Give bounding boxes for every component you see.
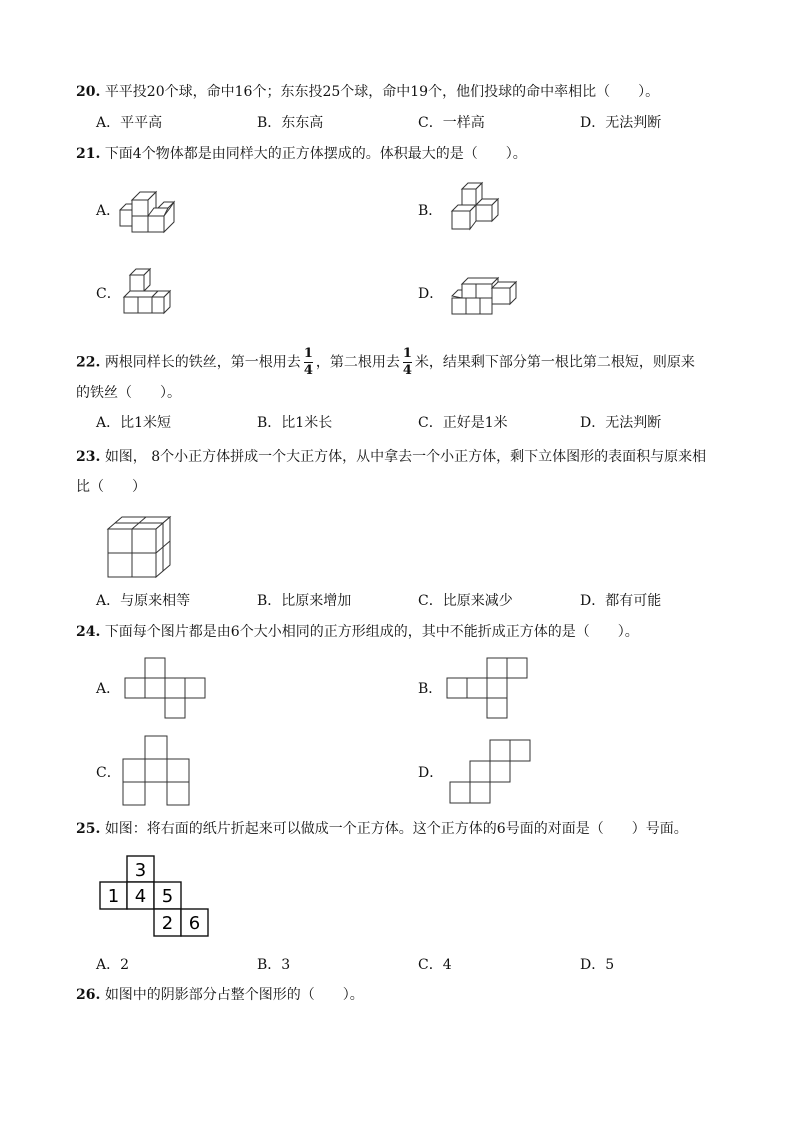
net-face-2: 2 bbox=[161, 913, 174, 934]
option-c: C．4 bbox=[418, 957, 452, 973]
cube-net-c bbox=[122, 735, 192, 807]
option-a: A．比1米短 bbox=[96, 415, 172, 431]
option-d: D． bbox=[418, 765, 444, 781]
option-a: A．与原来相等 bbox=[96, 593, 191, 609]
option-a: A． bbox=[96, 203, 121, 219]
question-22 bbox=[76, 347, 695, 378]
question-text: 下面每个图片都是由6个大小相同的正方形组成的，其中不能折成正方体的是（ ）。 bbox=[104, 624, 639, 640]
option-c: C． bbox=[96, 286, 121, 302]
question-text: 如图：将右面的纸片折起来可以做成一个正方体。这个正方体的6号面的对面是（ ）号面。 bbox=[104, 821, 688, 837]
fraction-denominator: 4 bbox=[402, 363, 412, 378]
question-number: 23. bbox=[76, 449, 101, 465]
option-b: B．东东高 bbox=[257, 115, 324, 131]
option-d: D． bbox=[418, 286, 444, 302]
option-b: B． bbox=[418, 681, 443, 697]
large-cube-figure bbox=[104, 513, 174, 581]
question-25 bbox=[76, 819, 688, 839]
fraction-one-quarter bbox=[304, 347, 313, 378]
net-face-1: 1 bbox=[107, 886, 120, 907]
option-b: B． bbox=[418, 203, 443, 219]
question-number: 25. bbox=[76, 821, 101, 837]
net-face-4: 4 bbox=[134, 886, 147, 907]
question-22-line-2: 的铁丝（ ）。 bbox=[76, 385, 181, 401]
net-face-6: 6 bbox=[188, 913, 201, 934]
net-face-5: 5 bbox=[161, 886, 174, 907]
question-text: 如图， 8个小正方体拼成一个大正方体，从中拿去一个小正方体，剩下立体图形的表面积与原来相 bbox=[104, 449, 707, 465]
question-text-part-2: ，第二根用去 bbox=[315, 354, 400, 371]
question-text: 如图中的阴影部分占整个图形的（ ）。 bbox=[104, 987, 364, 1003]
question-text-part-1: 两根同样长的铁丝，第一根用去 bbox=[104, 354, 301, 371]
fraction-numerator: 1 bbox=[303, 346, 313, 361]
cube-net-b bbox=[446, 657, 530, 719]
cube-stack-figure-a bbox=[118, 186, 180, 234]
option-c: C．一样高 bbox=[418, 115, 485, 131]
question-26 bbox=[76, 985, 364, 1005]
question-21 bbox=[76, 144, 527, 164]
question-text-part-3: 米，结果剩下部分第一根比第二根短，则原来 bbox=[414, 354, 695, 371]
cube-net-d bbox=[449, 739, 533, 805]
option-c: C．正好是1米 bbox=[418, 415, 508, 431]
option-d: D．无法判断 bbox=[580, 115, 662, 131]
cube-stack-figure-b bbox=[448, 181, 504, 235]
option-b: B．比1米长 bbox=[257, 415, 333, 431]
option-d: D．5 bbox=[580, 957, 615, 973]
option-a: A． bbox=[96, 681, 121, 697]
net-face-3: 3 bbox=[134, 860, 147, 881]
option-b: B．3 bbox=[257, 957, 291, 973]
numbered-cube-net bbox=[99, 855, 211, 939]
question-text: 平平投20个球，命中16个；东东投25个球，命中19个，他们投球的命中率相比（ ）。 bbox=[104, 84, 660, 100]
question-number: 22. bbox=[76, 354, 101, 371]
question-number: 20. bbox=[76, 84, 101, 100]
option-d: D．都有可能 bbox=[580, 593, 662, 609]
cube-net-a bbox=[124, 657, 208, 719]
question-23-line-2: 比（ ） bbox=[76, 479, 146, 495]
question-20 bbox=[76, 82, 659, 102]
question-23 bbox=[76, 447, 706, 467]
option-c: C． bbox=[96, 765, 121, 781]
question-text: 下面4个物体都是由同样大的正方体摆成的。体积最大的是（ ）。 bbox=[104, 146, 527, 162]
question-number: 26. bbox=[76, 987, 101, 1003]
question-number: 21. bbox=[76, 146, 101, 162]
option-a: A．2 bbox=[96, 957, 130, 973]
fraction-one-quarter-meter bbox=[403, 347, 412, 378]
question-24 bbox=[76, 622, 639, 642]
fraction-numerator: 1 bbox=[402, 346, 412, 361]
question-number: 24. bbox=[76, 624, 101, 640]
option-b: B．比原来增加 bbox=[257, 593, 352, 609]
option-d: D．无法判断 bbox=[580, 415, 662, 431]
fraction-denominator: 4 bbox=[303, 363, 313, 378]
cube-stack-figure-d bbox=[448, 270, 522, 320]
option-a: A．平平高 bbox=[96, 115, 163, 131]
cube-stack-figure-c bbox=[118, 265, 180, 321]
option-c: C．比原来减少 bbox=[418, 593, 513, 609]
